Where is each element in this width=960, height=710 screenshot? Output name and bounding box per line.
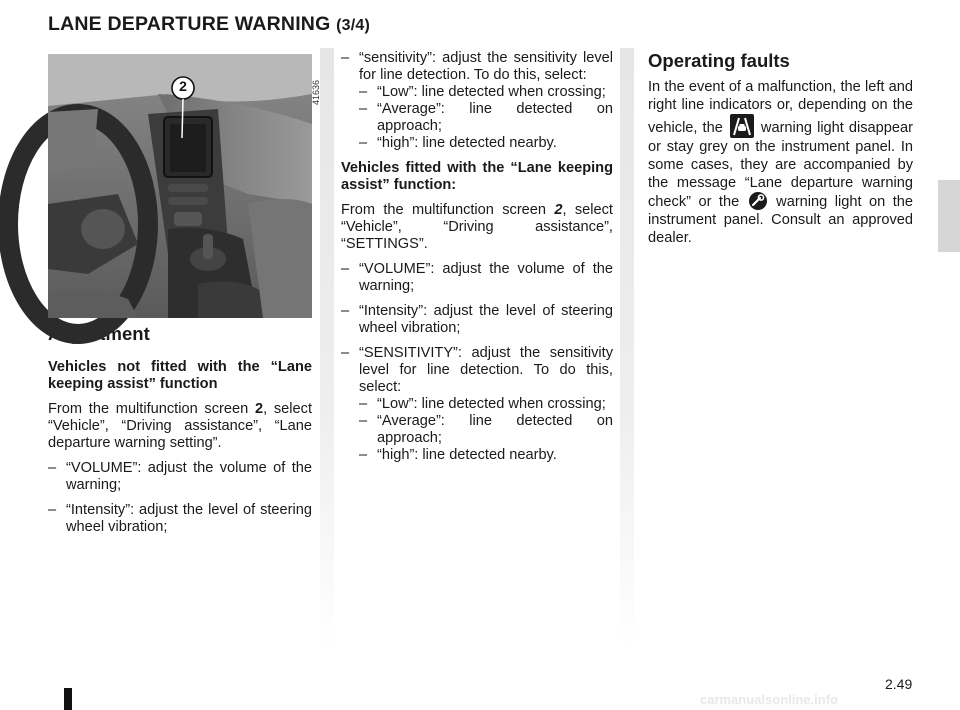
sensitivity-text: “SENSITIVITY”: adjust the sensitivity level for line detection. To do this, select: [359,345,613,395]
level-low: – “Low”: line detected when crossing; [359,396,613,413]
adjustment-heading: Adjustment [48,323,150,344]
screen-ref: 2 [254,401,264,417]
list-item-sensitivity [341,345,613,464]
sensitivity-levels [359,84,613,152]
corner-mark [64,688,72,710]
lane-departure-warning-icon [730,114,754,138]
level-low: – “Low”: line detected when crossing; [359,84,613,101]
level-average: – “Average”: line detected on approach; [359,413,613,447]
title-text: LANE DEPARTURE WARNING [48,13,331,35]
title-part: (3/4) [336,17,370,34]
fitted-subheading: Vehicles fitted with the “Lane keeping assist” function: [341,160,613,193]
level-high: – “high”: line detected nearby. [359,447,613,464]
dashboard-photo [48,54,321,318]
level-average: – “Average”: line detected on approach; [359,101,613,135]
column-right [648,50,913,255]
faults-text-part: warning light on the instrument panel. Consult an approved dealer. [648,194,913,246]
list-item-sensitivity [341,50,613,152]
sensitivity-text: “sensitivity”: adjust the sensitivity level for line detection. To do this, select: [359,50,613,83]
faults-text [648,78,913,247]
page-title [48,13,370,36]
faults-text-part: In the event of a malfunction, the left and right line indicators or, depending on the vehicle, the [648,79,913,136]
figure-code: 41636 [311,80,321,106]
level-high: – “high”: line detected nearby. [359,135,613,152]
assist-intro [341,202,613,253]
faults-heading: Operating faults [648,50,790,71]
list-item-volume: – “VOLUME”: adjust the volume of the warning; [341,261,613,295]
intro-text: , select “Vehicle”, “Driving assistance”, “Lane departure warning setting”. [48,401,312,451]
sensitivity-levels [359,396,613,464]
column-middle [341,50,613,464]
callout-number: 2 [179,78,187,94]
adjustment-intro [48,401,312,452]
page-number: 2.49 [885,676,913,692]
list-item-volume: – “VOLUME”: adjust the volume of the warning; [48,460,312,494]
list-item-intensity: – “Intensity”: adjust the level of steering wheel vibration; [48,502,312,536]
column-separator [620,48,634,648]
watermark: carmanualsonline.info [700,692,838,707]
service-wrench-icon [749,192,767,210]
screen-ref: 2 [554,202,563,218]
intro-text: , select “Vehicle”, “Driving assistance”, “SETTINGS”. [341,202,613,252]
not-fitted-subheading: Vehicles not fitted with the “Lane keeping assist” function [48,359,312,392]
intro-text: From the multifunction screen [48,401,255,417]
faults-text-part: warning light disappear or stay grey on the instrument panel. In some cases, they are accompanied by the message “Lane departure warning check” or the [648,120,913,210]
column-separator [320,48,334,648]
list-item-intensity: – “Intensity”: adjust the level of steering wheel vibration; [341,303,613,337]
section-tab [938,180,960,252]
column-left [48,54,321,544]
intro-text: From the multifunction screen [341,202,555,218]
